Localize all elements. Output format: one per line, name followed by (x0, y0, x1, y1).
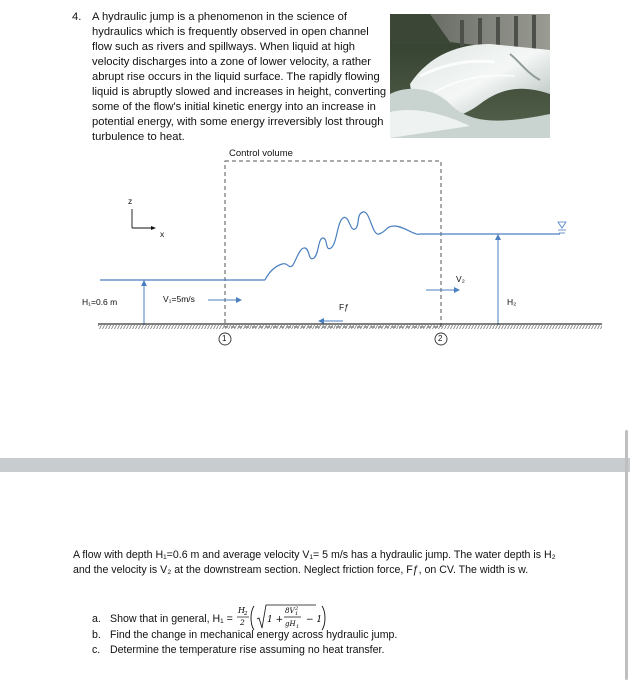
problem-statement: A flow with depth H₁=0.6 m and average velocity V₁= 5 m/s has a hydraulic jump. The water depth is H₂ and the velocity is V₂ at the downstream section. Neglect friction force, Fƒ, on CV. The width is w. (73, 549, 556, 576)
section-1-label: 1 (222, 334, 227, 343)
svg-text:1: 1 (294, 611, 298, 617)
part-b: b. Find the change in mechanical energy across hydraulic jump. (92, 629, 398, 641)
control-volume-box (225, 161, 441, 327)
h1-label: H₁=0.6 m (82, 297, 118, 307)
x-axis-arrowhead (151, 226, 156, 230)
svg-text:1 +: 1 + (266, 615, 283, 625)
part-a-text: Show that in general, H₁ = (110, 612, 236, 625)
control-volume-label: Control volume (229, 148, 293, 159)
v1-label: V₁=5m/s (163, 294, 195, 304)
h2-label: H₂ (507, 297, 517, 307)
svg-text:− 1: − 1 (305, 615, 322, 625)
svg-text:gH: gH (284, 620, 296, 628)
section-2-label: 2 (438, 334, 443, 343)
part-c-text: Determine the temperature rise assuming no heat transfer. (110, 644, 385, 656)
x-axis-label: x (160, 229, 165, 239)
jump-water-surface (265, 212, 560, 280)
scrollbar[interactable] (625, 430, 628, 680)
svg-text:H: H (237, 606, 245, 615)
svg-text:8V: 8V (284, 607, 295, 615)
svg-text:2: 2 (243, 611, 248, 617)
part-b-text: Find the change in mechanical energy across hydraulic jump. (110, 629, 398, 641)
document-page-2 (0, 472, 630, 700)
part-c: c. Determine the temperature rise assuming no heat transfer. (92, 644, 385, 656)
question-text: A hydraulic jump is a phenomenon in the science of hydraulics which is frequently observed in open channel flow such as rivers and spillways. When liquid at high velocity discharges into a zone of lower velocity, a rather abrupt rise occurs in the liquid surface. The rapidly flowing liquid is abruptly slowed and increases in height, converting some of the flow's initial kinetic energy into an increase in potential energy, with some energy irreversibly lost through turbulence to heat. (92, 11, 387, 143)
page-gap (0, 458, 630, 472)
surface-marker-icon (558, 222, 566, 228)
question-number: 4. (72, 11, 82, 23)
v2-label: V₂ (456, 274, 465, 284)
ff-label: Fƒ (339, 302, 349, 312)
z-axis-label: z (128, 196, 133, 206)
svg-text:1: 1 (295, 624, 299, 630)
svg-text:2: 2 (239, 618, 245, 627)
part-a: a. Show that in general, H₁ = H 2 2 1 + 8V 2 1 gH 1 − 1 (92, 602, 344, 636)
svg-text:2: 2 (294, 606, 298, 612)
